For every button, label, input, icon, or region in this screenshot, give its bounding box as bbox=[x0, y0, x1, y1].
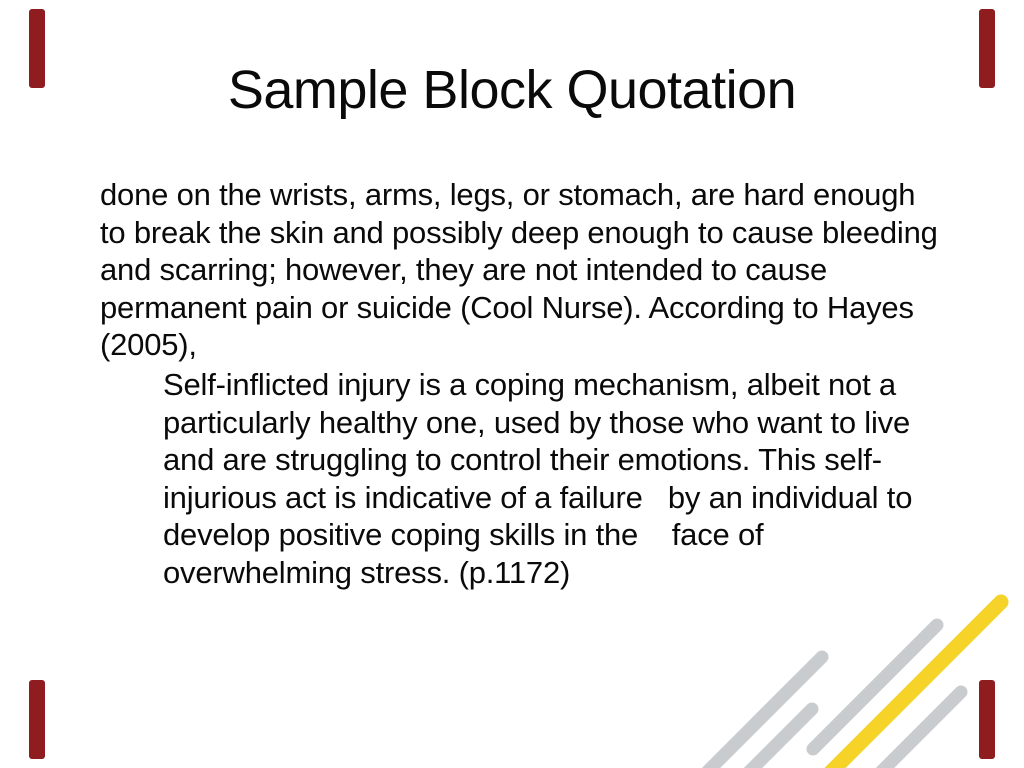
corner-mark-bottom-right bbox=[979, 680, 995, 759]
intro-line: done on the wrists, arms, legs, or stomach, are hard enough bbox=[100, 177, 916, 212]
intro-line: to break the skin and possibly deep enough to cause bleeding bbox=[100, 214, 938, 250]
quote-line: and are struggling to control their emotions. This self- bbox=[163, 442, 882, 477]
block-quotation bbox=[163, 366, 983, 591]
gray-stripe-icon bbox=[879, 692, 961, 768]
yellow-stripe-icon bbox=[829, 602, 1001, 768]
gray-stripe-icon bbox=[702, 657, 822, 768]
intro-line: (2005), bbox=[100, 327, 197, 362]
gray-stripe-icon bbox=[744, 709, 812, 768]
intro-line: permanent pain or suicide (Cool Nurse). According to Hayes bbox=[100, 289, 914, 325]
quote-line: Self-inflicted injury is a coping mechanism, albeit not a bbox=[163, 367, 896, 402]
quote-line: injurious act is indicative of a failure by an individual to bbox=[163, 479, 913, 515]
quote-line: overwhelming stress. (p.1172) bbox=[163, 554, 571, 590]
slide-title: Sample Block Quotation bbox=[227, 60, 797, 120]
corner-mark-bottom-left bbox=[29, 680, 45, 759]
intro-line: and scarring; however, they are not intended to cause bbox=[100, 252, 827, 287]
quote-line: particularly healthy one, used by those who want to live bbox=[163, 404, 911, 440]
quote-line: develop positive coping skills in the face of bbox=[163, 517, 764, 552]
gray-stripe-icon bbox=[813, 625, 937, 749]
intro-paragraph bbox=[100, 176, 980, 364]
